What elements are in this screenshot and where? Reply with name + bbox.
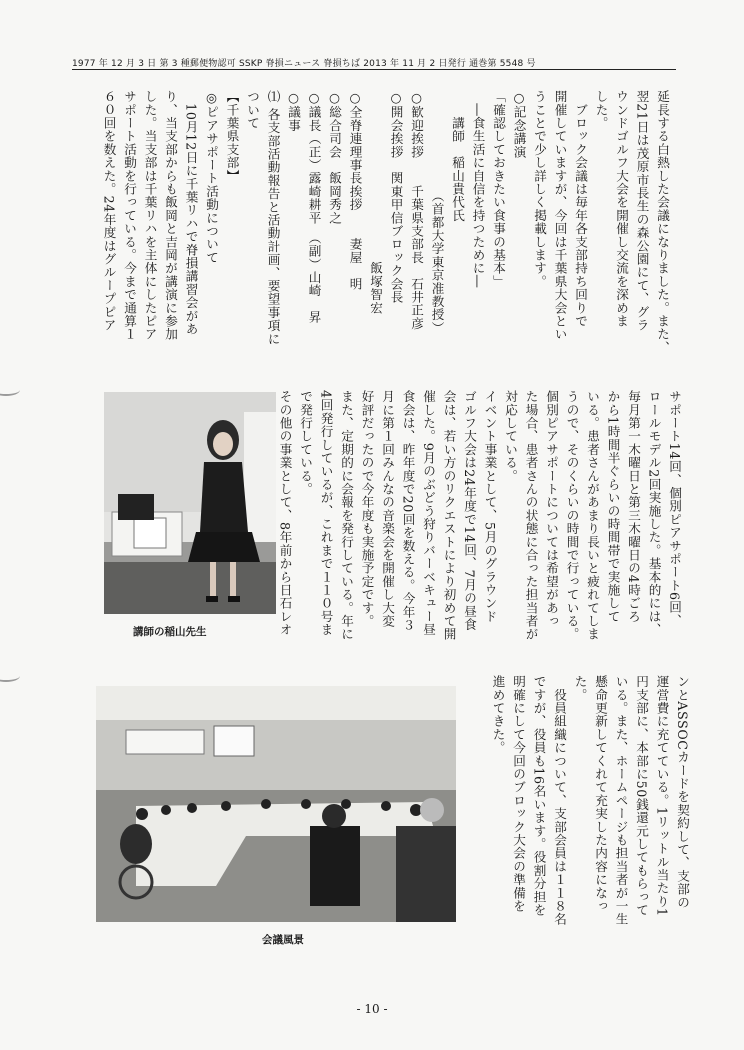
text-line: ですが、役員も16名います。役割分担を [531, 675, 547, 917]
meeting-photo-caption: 会議風景 [262, 934, 304, 946]
text-line: ―食生活に自信を持つために― [470, 90, 486, 288]
text-line: ついて [245, 90, 260, 130]
text-line: イベント事業として、5月のグラウンド [482, 390, 498, 624]
text-line: 飯塚智宏 [368, 90, 383, 315]
text-line: た。 [572, 675, 588, 702]
page-header: 1977 年 12 月 3 日 第 3 種郵便物認可 SSKP 脊損ニュース 脊損ちば 2013 年 11 月 2 日発行 通巻第 5548 号 [72, 59, 536, 69]
text-line: 講師 稲山貴代氏 [450, 90, 465, 222]
text-line: ◎ピアサポート活動について [204, 90, 219, 264]
text-line: 催した。9月のぶどう狩りバーベキュー昼 [421, 390, 436, 637]
text-line: ○開会挨拶 関東甲信ブロック会長 [388, 90, 404, 304]
text-line: 翌21日は茂原市長生の森公園にて、グラ [634, 90, 650, 332]
text-line: で発行している。 [298, 390, 313, 496]
text-line: した。当支部は千葉リハを主体にしたピア [142, 90, 158, 341]
text-line: 個別ピアサポートについては希望があっ [544, 390, 559, 628]
text-line: 食会は、昨年度で20回を数える。今年３ [400, 390, 416, 632]
text-line: うことで少し詳しく掲載します。 [532, 90, 547, 288]
text-line: ○歓迎挨拶 千葉県支部長 石井正彦 [409, 90, 424, 330]
text-line: 明確にして今回のブロック大会の準備を [511, 675, 526, 913]
text-line: ⑴ 各支部活動報告と活動計画、要望事項に [265, 90, 281, 346]
text-line: ○総合司会 飯岡秀之 [327, 90, 342, 225]
text-line: ウンドゴルフ大会を開催し交流を深めま [614, 90, 629, 328]
text-line: 延長する白熱した会議になりました。また、 [655, 90, 670, 354]
text-line: サポート活動を行っている。今まで通算１ [122, 90, 137, 341]
text-line: その他の事業として、8年前から日石レオ [277, 390, 293, 637]
text-line: うので、そのくらいの時間で行っている。 [564, 390, 580, 641]
text-line: ６０回を数えた。24年度はグループピア [101, 90, 117, 332]
text-line: 懸命更新してくれて充実した内容になっ [593, 675, 608, 913]
text-line: 好評だったので今年度も実施予定です。 [359, 390, 375, 628]
text-line: 【千葉県支部】 [224, 90, 240, 183]
punch-mark [0, 384, 20, 396]
text-line: ンとASSOCカードを契約して、支部の [675, 675, 690, 909]
article-lower-block [478, 675, 692, 947]
page-number: - 10 - [356, 1002, 388, 1016]
text-line: ○記念講演 [511, 90, 527, 159]
text-line: ○全脊連理事長挨拶 妻屋 明 [347, 90, 363, 291]
text-line: ブロック会議は毎年各支部持ち回りで [573, 90, 588, 328]
text-line: いる。患者さんがあまり長いと疲れてしま [585, 390, 600, 641]
text-line: 円支部に、本部に50銭還元してもらって [634, 675, 649, 917]
article-middle-block [277, 390, 684, 662]
lecturer-photo [104, 392, 276, 614]
text-line: 運営費に充てている。1リットル当たり1 [654, 675, 670, 917]
text-line: ○議長（正）露崎耕平 （副）山崎 昇 [306, 90, 322, 324]
text-line: から1時間半ぐらいの時間帯で実施して [605, 390, 621, 624]
text-line: 「確認しておきたい食事の基本」 [491, 90, 506, 288]
text-line: 会は、若い方のリクエストにより初めて開 [441, 390, 457, 641]
text-line: （首都大学東京准教授） [429, 90, 445, 335]
article-top-block [82, 90, 672, 360]
text-line: 進めてきた。 [490, 675, 506, 755]
punch-mark [0, 670, 20, 682]
text-line: 毎月第一木曜日と第三木曜日の4時ごろ [626, 390, 641, 624]
text-line: ゴルフ大会は24年度で14回、7月の昼食 [462, 390, 477, 632]
text-line: 対応している。 [503, 390, 518, 483]
text-line: いる。また、ホームページも担当者が一生 [613, 675, 629, 926]
text-line: り、当支部からも飯岡と吉岡が講演に参加 [163, 90, 178, 341]
header-rule [72, 69, 676, 70]
text-line: 4回発行しているが、これまで１１０号ま [318, 390, 334, 637]
text-line: した。 [593, 90, 609, 130]
text-line: 月に第１回みんなの音楽会を開催し大変 [380, 390, 395, 628]
text-line: 10月12日に千葉リハで脊損講習会があ [183, 90, 199, 336]
text-line: ○議事 [286, 90, 301, 132]
text-line: 開催していますが、今回は千葉県大会とい [552, 90, 568, 341]
text-line: また、定期的に会報を発行している。年に [339, 390, 354, 641]
text-line: た場合、患者さんの状態に合った担当者が [523, 390, 539, 641]
text-line: ロールモデル2回実施した。基本的には、 [646, 390, 662, 637]
text-line: サポート14回、個別ピアサポート6回、 [667, 390, 682, 628]
text-line: 役員組織について、支部会員は１１８名 [552, 675, 567, 926]
lecturer-photo-caption: 講師の稲山先生 [133, 626, 207, 638]
meeting-photo [96, 686, 456, 922]
